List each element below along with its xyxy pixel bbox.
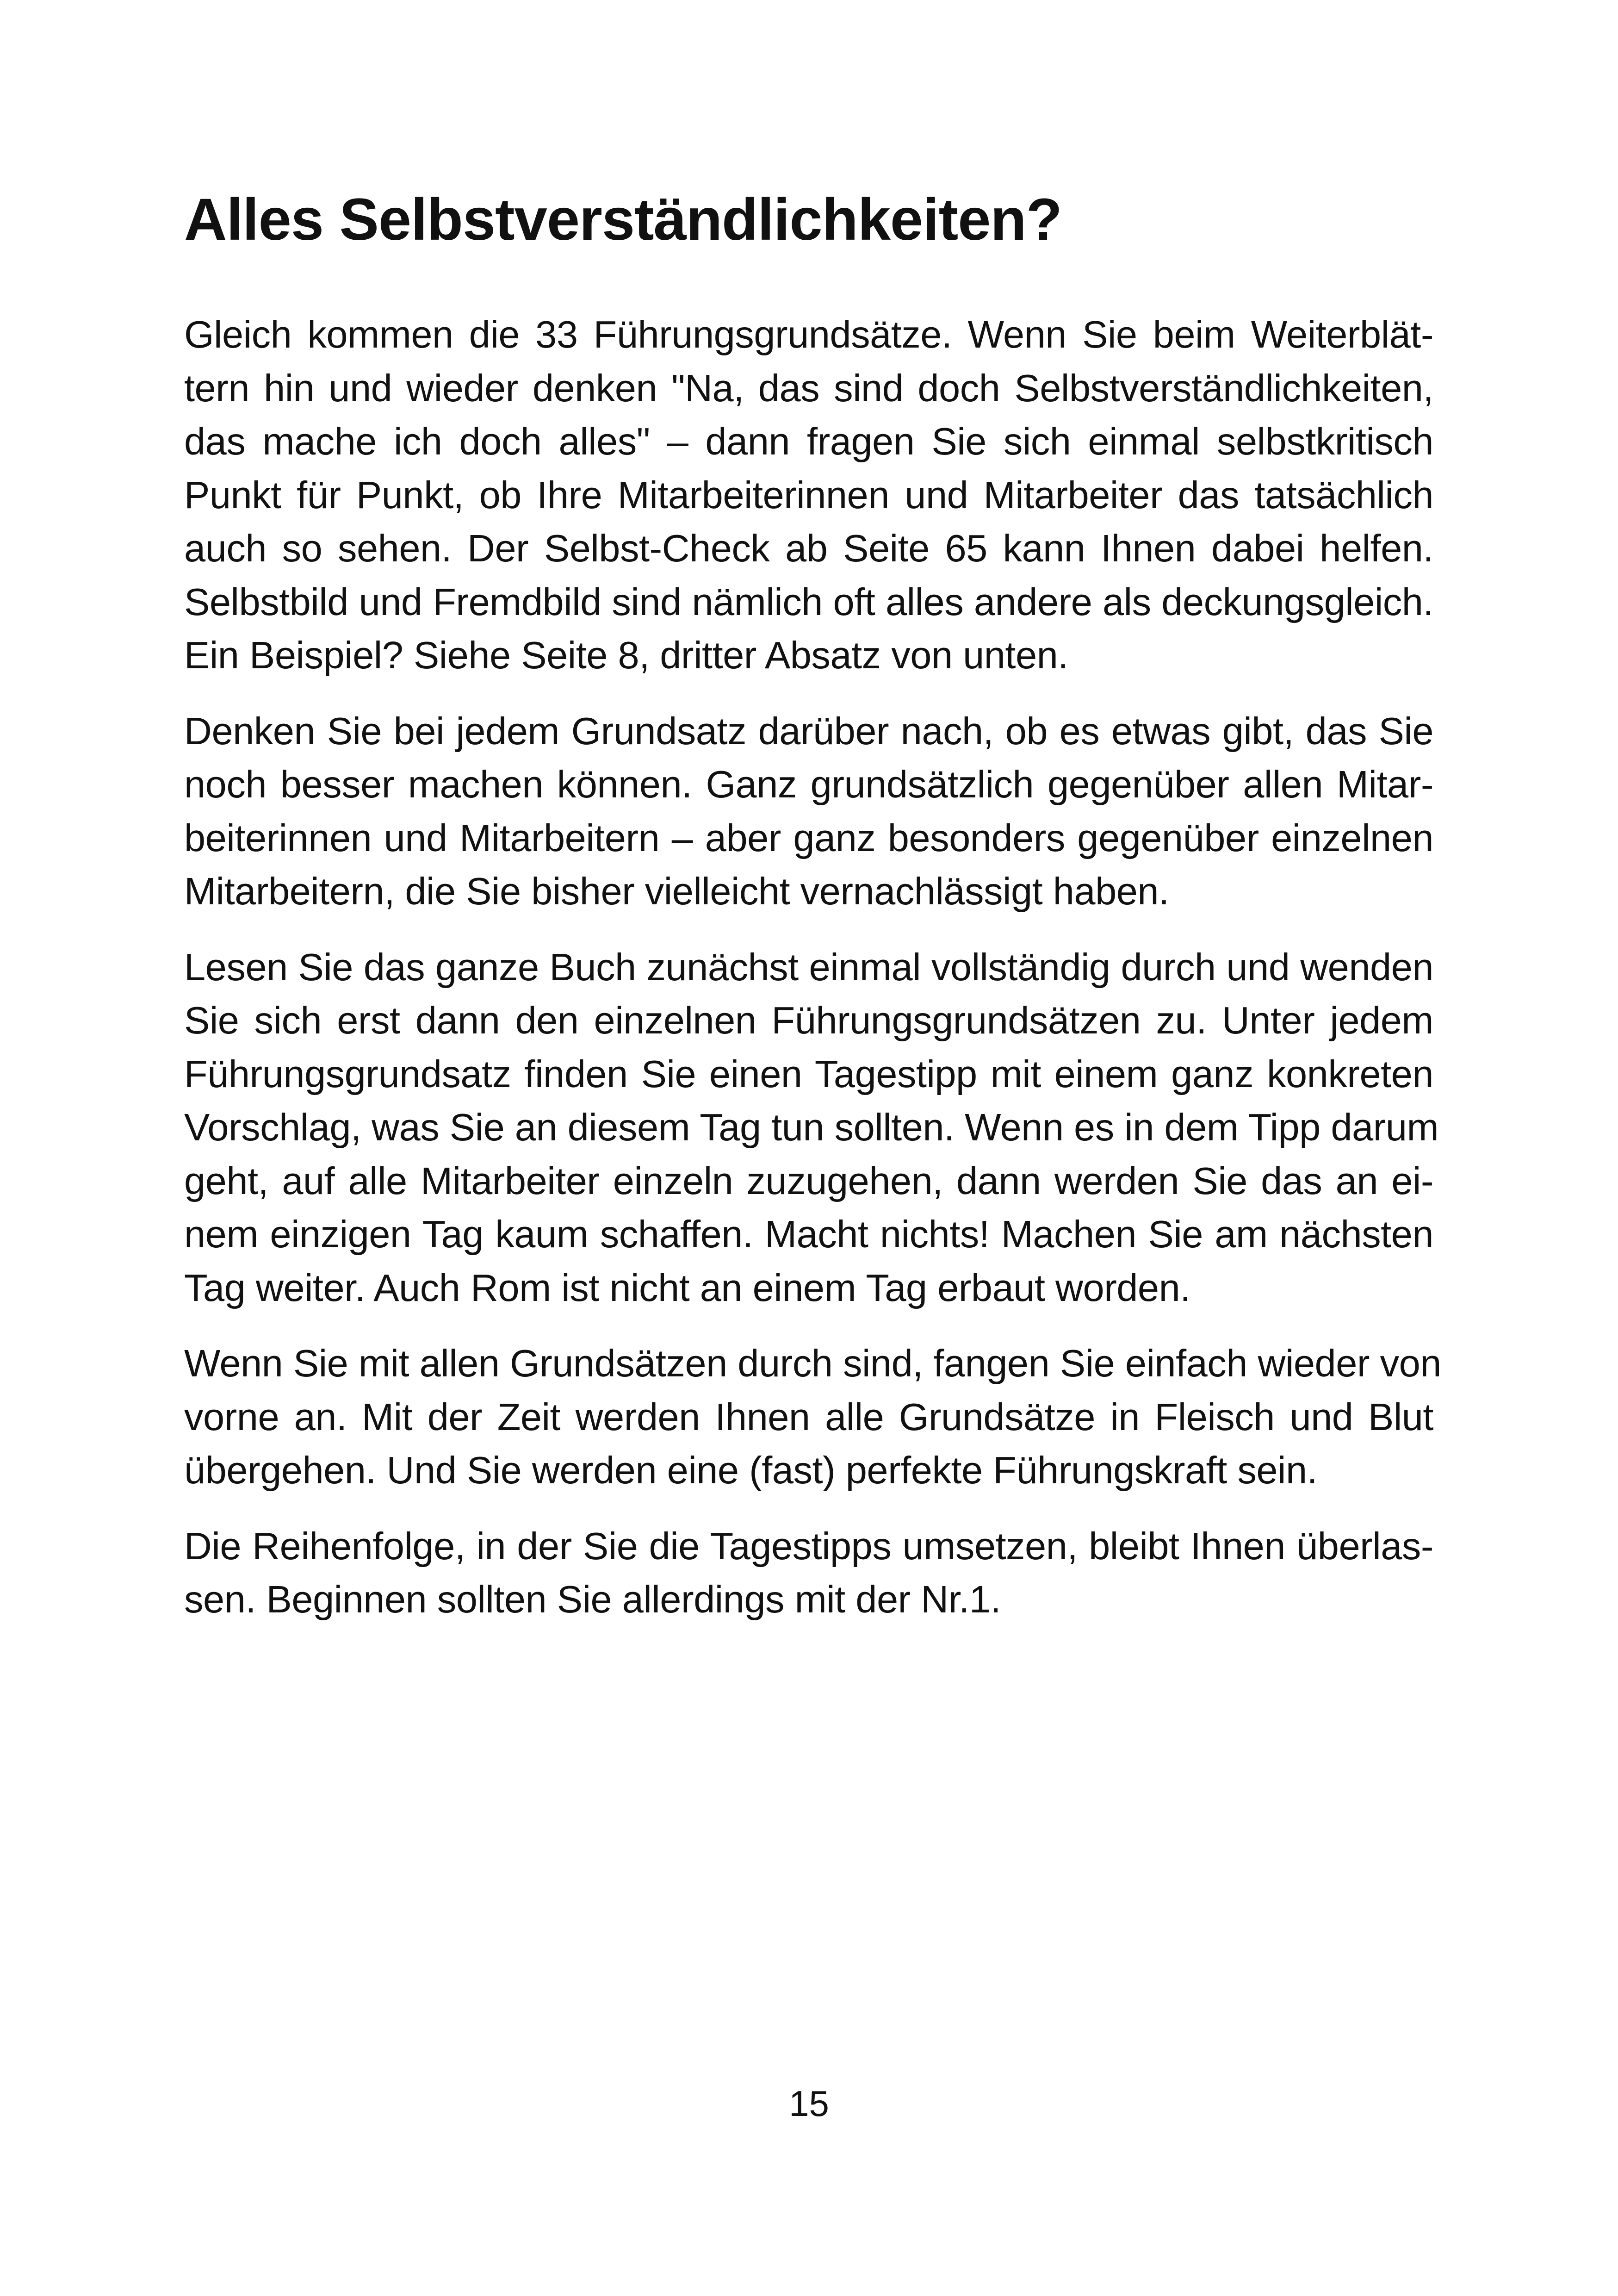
text-line: übergehen. Und Sie werden eine (fast) perfekte Führungskraft sein. <box>184 1449 1318 1492</box>
paragraph-4 <box>184 1337 1441 1497</box>
text-line: Selbstbild und Fremdbild sind nämlich oft alles andere als deckungsgleich. <box>184 580 1433 623</box>
text-line: Wenn Sie mit allen Grundsätzen durch sind, fangen Sie einfach wieder von <box>184 1342 1441 1385</box>
text-line: nem einzigen Tag kaum schaffen. Macht nichts! Machen Sie am nächsten <box>184 1213 1433 1256</box>
paragraph-5 <box>184 1519 1433 1626</box>
text-line: Denken Sie bei jedem Grundsatz darüber nach, ob es etwas gibt, das Sie <box>184 709 1433 753</box>
text-line: Mitarbeitern, die Sie bisher vielleicht vernachlässigt haben. <box>184 870 1169 913</box>
text-line: Punkt für Punkt, ob Ihre Mitarbeiterinnen und Mitarbeiter das tatsächlich <box>184 473 1433 516</box>
paragraph-2 <box>184 704 1433 918</box>
text-line: noch besser machen können. Ganz grundsätzlich gegenüber allen Mitar- <box>184 763 1433 806</box>
page-number: 15 <box>789 2083 829 2124</box>
text-line: auch so sehen. Der Selbst-Check ab Seite 65 kann Ihnen dabei helfen. <box>184 527 1433 570</box>
text-line: Sie sich erst dann den einzelnen Führungsgrundsätzen zu. Unter jedem <box>184 999 1433 1042</box>
text-line: Ein Beispiel? Siehe Seite 8, dritter Absatz von unten. <box>184 634 1068 677</box>
text-line: Vorschlag, was Sie an diesem Tag tun sollten. Wenn es in dem Tipp darum <box>184 1106 1439 1149</box>
text-line: beiterinnen und Mitarbeitern – aber ganz besonders gegenüber einzelnen <box>184 816 1433 859</box>
body-text <box>184 308 1441 1649</box>
text-line: Die Reihenfolge, in der Sie die Tagestipps umsetzen, bleibt Ihnen überlas- <box>184 1524 1433 1568</box>
page-title: Alles Selbstverständlichkeiten? <box>184 187 1062 253</box>
text-line: das mache ich doch alles" – dann fragen Sie sich einmal selbstkritisch <box>184 420 1433 463</box>
text-line: Gleich kommen die 33 Führungsgrundsätze. Wenn Sie beim Weiterblät- <box>184 313 1433 356</box>
text-line: Führungsgrundsatz finden Sie einen Tagestipp mit einem ganz konkreten <box>184 1052 1433 1095</box>
text-line: tern hin und wieder denken "Na, das sind doch Selbstverständlichkeiten, <box>184 366 1433 410</box>
text-line: geht, auf alle Mitarbeiter einzeln zuzugehen, dann werden Sie das an ei- <box>184 1159 1433 1202</box>
text-line: Tag weiter. Auch Rom ist nicht an einem Tag erbaut worden. <box>184 1266 1190 1309</box>
paragraph-1 <box>184 308 1433 682</box>
text-line: vorne an. Mit der Zeit werden Ihnen alle Grundsätze in Fleisch und Blut <box>184 1395 1433 1438</box>
paragraph-3 <box>184 940 1439 1315</box>
text-line: Lesen Sie das ganze Buch zunächst einmal vollständig durch und wenden <box>184 945 1433 989</box>
text-line: sen. Beginnen sollten Sie allerdings mit der Nr.1. <box>184 1578 1001 1621</box>
